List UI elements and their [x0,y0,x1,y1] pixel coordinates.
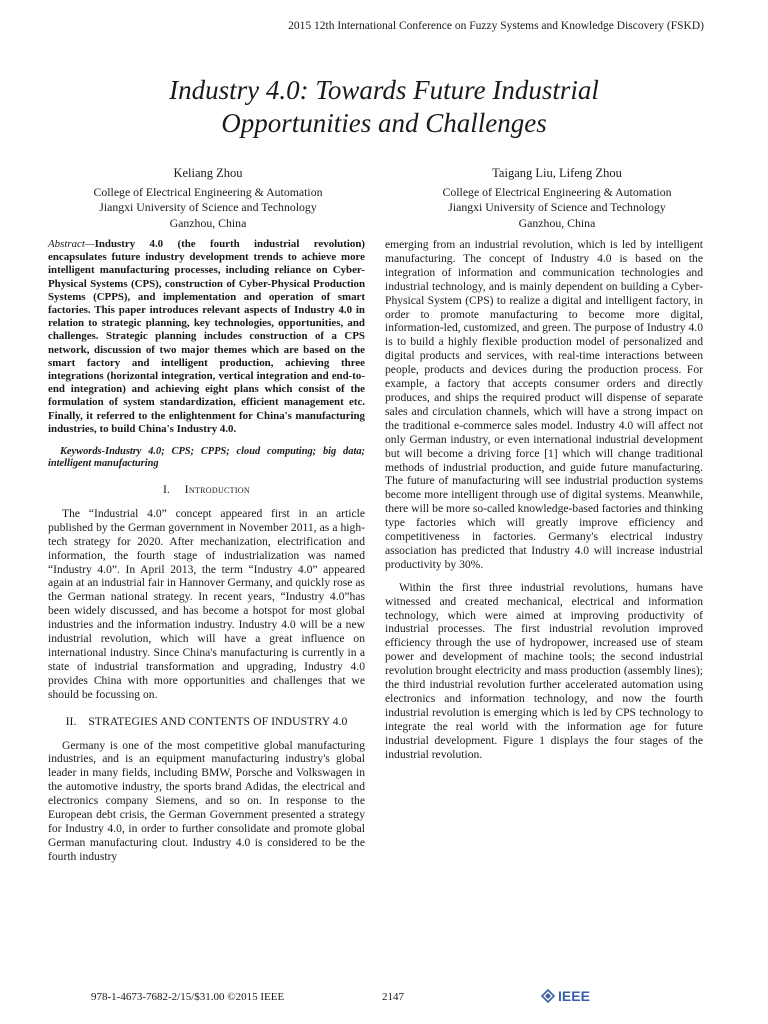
strategies-paragraph: Germany is one of the most competitive global manufacturing industries, and is an equipment manufacturing industry's global leader in many fields, including BMW, Porsche and Volkswagen in the automotive industry, the sports brand Adidas, the electrical and electronics company Siemens, and so on. In response to the European debt crisis, the German Government presented a strategy for Industry 4.0, in order to further consolidate and promote global German manufacturing clout. Industry 4.0 is considered to be the fourth industry [48,738,365,863]
author-block-1 [40,166,376,231]
body-paragraph: emerging from an industrial revolution, which is led by intelligent manufacturing. The concept of Industry 4.0 is based on the integration of information and communication technologies and industrial technology, and is mainly dependent on building a Cyber-Physical System (CPS) to realize a digital and intelligent factory, in order to promote manufacturing to become more digital, information-led, customized, and green. The purpose of Industry 4.0 is to build a highly flexible production model of personalized and digital products and services, with real-time interactions between people, products and devices during the production process. For example, a factory that accepts consumer orders and directly produces, and ships the required product will dispense of separate sales and circulation channels, which will have a strong impact on the traditional e-commerce sales model. Industry 4.0 will affect not only German industry, or even international industrial development but will become a driving force [1] which will change traditional methods of industrial production, and guide future manufacturing. The future of manufacturing will see industrial production systems become more intelligent through use of digital systems. Meanwhile, there will be more so-called knowledge-based factories and thinking type factories which will greatly improve efficiency and competitiveness in factories. Germany's electrical industry association has predicted that Industry 4.0 will increase industrial productivity by 30%. [385,238,703,571]
section-heading-introduction: I. Introduction [163,482,250,497]
page-number: 2147 [382,991,404,1003]
author-affiliation: Ganzhou, China [169,215,247,230]
introduction-paragraph: The “Industrial 4.0” concept appeared first in an article published by the German government in November 2011, as a high-tech strategy for 2020. After mechanization, electrification and information, the fourth stage of industrialization was named “Industry 4.0”. In April 2013, the term “Industry 4.0” appeared again at an industrial fair in Hannover Germany, and quickly rose as the German national strategy. In recent years, “Industry 4.0”has been widely discussed, and has become a hotspot for most global industries and the information industry. Industry 4.0 will be a new industrial revolution, which will have a great influence on international industry. Since China's manufacturing is currently in a state of industrial transformation and upgrading, Industry 4.0 provides China with more opportunities and challenges that we should be focussing on. [48,506,365,701]
abstract-lead: Abstract— [48,238,95,250]
abstract-text: Industry 4.0 (the fourth industrial revolution) encapsulates future industry development trends to achieve more intelligent manufacturing processes, including reliance on Cyber-Physical Systems (CPS), construction of Cyber-Physical Production Systems (CPPS), and implementation and operation of smart factories. This paper introduces relevant aspects of Industry 4.0 in relation to strategic planning, key technologies, opportunities, and challenges. Strategic planning includes construction of a CPS network, discussion of two major themes which are based on the smart factory and intelligent production, achieving three integrations (horizontal integration, vertical integration and end-to-end integration) and achieving eight plans which consist of the formulation of system standardization, efficient management etc. Finally, it referred to the enlightenment for China's manufacturing industries, to build China's Industry 4.0. [48,238,365,435]
author-affiliation: College of Electrical Engineering & Automation [442,184,672,199]
abstract [48,238,365,436]
author-affiliation: College of Electrical Engineering & Automation [93,184,323,199]
author-block-2 [386,166,728,231]
author-name: Keliang Zhou [173,166,243,180]
ieee-diamond-icon [541,989,555,1003]
paper-title [0,74,768,140]
author-name: Taigang Liu, Lifeng Zhou [492,166,622,180]
body-paragraph: Within the first three industrial revolutions, humans have witnessed and created mechanical, electrical and information technology, which were aimed at improving productivity of industrial processes. The first industrial revolution improved efficiency through the use of hydropower, increased use of steam power and development of machine tools; the second industrial revolution brought electricity and mass production (assembly lines); the third industrial revolution further accelerated automation using electronics and information technology, and now the fourth industrial revolution is emerging which is led by CPS technology to integrate the real world with the information age for future industrial development. Figure 1 displays the four stages of the industrial revolution. [385,580,703,761]
author-affiliation: Ganzhou, China [518,215,596,230]
right-column [385,238,703,762]
author-affiliation: Jiangxi University of Science and Technology [99,200,317,214]
paper-title-line1: Industry 4.0: Towards Future Industrial [169,75,599,105]
section-heading-strategies: II. STRATEGIES AND CONTENTS OF INDUSTRY 4.0 [65,713,348,728]
author-affiliation: Jiangxi University of Science and Technology [448,200,666,214]
paper-title-line2: Opportunities and Challenges [221,108,547,138]
ieee-logo [541,988,590,1004]
conference-header: 2015 12th International Conference on Fuzzy Systems and Knowledge Discovery (FSKD) [288,20,704,32]
left-column [48,238,365,864]
footer-isbn: 978-1-4673-7682-2/15/$31.00 ©2015 IEEE [91,991,285,1003]
keywords: Keywords-Industry 4.0; CPS; CPPS; cloud computing; big data; intelligent manufacturing [48,446,365,470]
ieee-logo-text: IEEE [558,988,590,1004]
